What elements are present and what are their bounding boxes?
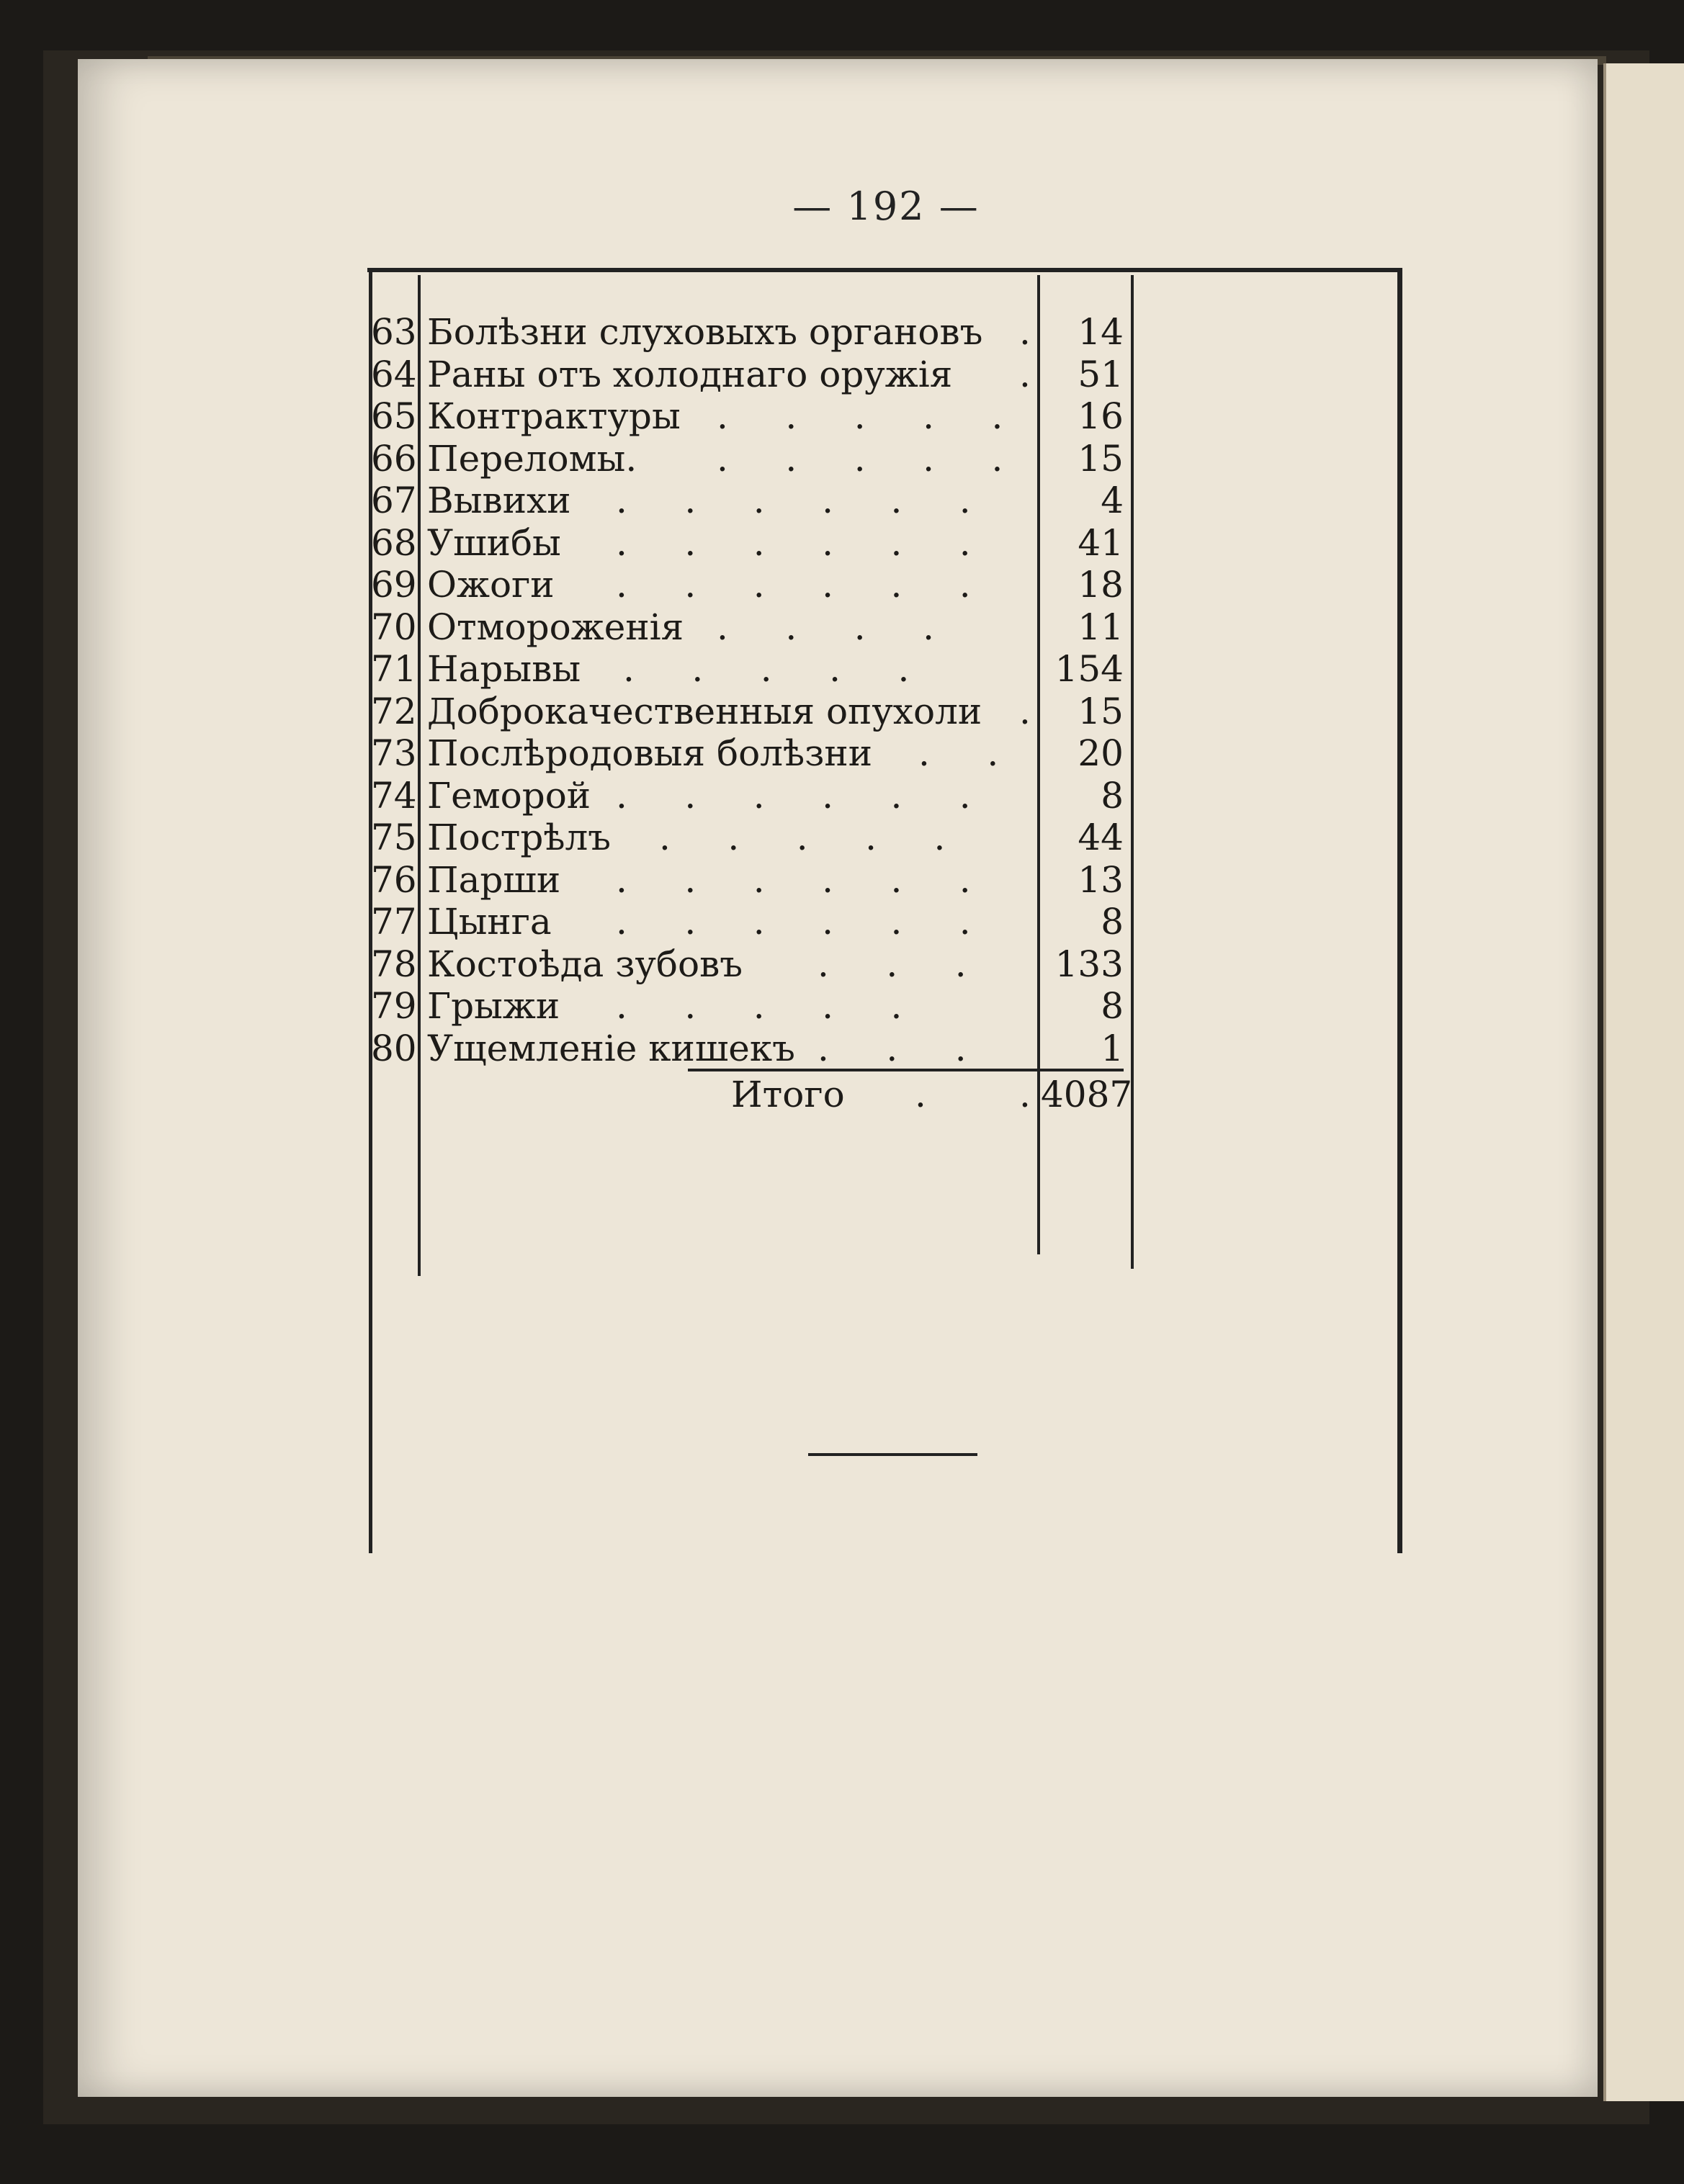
row-number: 67	[371, 480, 417, 521]
row-dots: . . .	[818, 1027, 967, 1069]
row-label: Парши	[427, 858, 561, 901]
row-number: 74	[371, 774, 417, 817]
table-row	[371, 817, 1134, 859]
table-row	[371, 606, 1134, 649]
row-label: Цынга	[427, 901, 552, 943]
row-number: 79	[371, 985, 417, 1027]
row-value: 11	[1078, 606, 1124, 648]
row-dots: . . . . .	[616, 985, 903, 1027]
end-rule	[808, 1453, 977, 1456]
total-rule	[688, 1069, 1062, 1071]
row-label: Вывихи	[427, 480, 571, 521]
row-number: 78	[371, 943, 417, 985]
row-dots: . . .	[818, 943, 967, 985]
row-number: 76	[371, 858, 417, 901]
row-dots: . .	[918, 732, 999, 774]
row-number: 69	[371, 564, 417, 606]
row-label: Послѣродовыя болѣзни	[427, 732, 873, 774]
table-row	[371, 985, 1134, 1028]
row-value: 41	[1078, 521, 1124, 564]
row-label: Ожоги	[427, 564, 555, 606]
row-dots: . . . . .	[623, 648, 910, 690]
row-label: Грыжи	[427, 985, 560, 1027]
row-value: 154	[1054, 648, 1124, 690]
row-number: 70	[371, 606, 417, 648]
table-row	[371, 901, 1134, 943]
row-label: Пострѣлъ	[427, 817, 612, 858]
row-dots: . . . . . .	[616, 774, 971, 817]
table-row	[371, 311, 1134, 354]
row-label: Ушибы	[427, 521, 561, 564]
table-row	[371, 480, 1134, 522]
row-label: Переломы.	[427, 437, 637, 480]
row-value: 14	[1078, 311, 1124, 353]
total-dot: .	[1019, 1074, 1031, 1115]
row-value: 15	[1078, 437, 1124, 480]
page-number: — 192 —	[792, 184, 980, 229]
table-row	[371, 438, 1134, 480]
table-row	[371, 691, 1134, 733]
row-value: 18	[1078, 564, 1124, 606]
table-row	[371, 732, 1134, 775]
row-dots: . . . . .	[717, 395, 1003, 437]
row-value: 8	[1101, 901, 1124, 943]
table-row	[371, 395, 1134, 438]
row-value: 51	[1078, 353, 1124, 395]
row-label: Геморой	[427, 774, 591, 817]
row-dots: . . . . . .	[616, 901, 971, 943]
row-dots: . . . . . .	[616, 858, 971, 901]
row-label: Болѣзни слуховыхъ органовъ	[427, 311, 983, 353]
row-value: 4	[1101, 480, 1124, 521]
row-label: Раны отъ холоднаго оружія	[427, 353, 953, 395]
table-row	[371, 522, 1134, 565]
row-dots: . . . . . .	[616, 564, 971, 606]
table-row	[371, 859, 1134, 902]
next-page-edge	[1603, 63, 1684, 2101]
row-dots: .	[1019, 311, 1031, 353]
row-label: Контрактуры	[427, 395, 681, 437]
row-dots: . . . . . .	[616, 521, 971, 564]
row-dots: . . . .	[717, 606, 934, 648]
row-number: 75	[371, 817, 417, 858]
row-value: 13	[1078, 858, 1124, 901]
table-row	[371, 775, 1134, 817]
total-value: 4087	[1041, 1074, 1133, 1115]
row-dots: . . . . . .	[616, 480, 971, 521]
total-dot: .	[915, 1074, 926, 1115]
row-number: 72	[371, 690, 417, 732]
total-row	[371, 1073, 1134, 1116]
row-value: 15	[1078, 690, 1124, 732]
table-right-border	[1397, 268, 1402, 1553]
total-label: Итого	[731, 1074, 845, 1115]
row-number: 64	[371, 353, 417, 395]
row-value: 133	[1054, 943, 1124, 985]
table-row	[371, 648, 1134, 691]
row-number: 77	[371, 901, 417, 943]
row-label: Доброкачественныя опухоли	[427, 690, 982, 732]
row-label: Костоѣда зубовъ	[427, 943, 743, 985]
row-dots: .	[1019, 690, 1031, 732]
row-number: 80	[371, 1027, 417, 1069]
row-dots: . . . . .	[717, 437, 1003, 480]
row-value: 20	[1078, 732, 1124, 774]
row-label: Ущемленіе кишекъ	[427, 1027, 795, 1069]
total-value-rule	[1041, 1069, 1124, 1071]
row-value: 8	[1101, 985, 1124, 1027]
table-row	[371, 943, 1134, 986]
row-number: 65	[371, 395, 417, 437]
row-value: 8	[1101, 774, 1124, 817]
row-value: 16	[1078, 395, 1124, 437]
row-number: 66	[371, 437, 417, 480]
row-value: 1	[1101, 1027, 1124, 1069]
row-dots: . . . . .	[659, 817, 946, 858]
row-number: 63	[371, 311, 417, 353]
row-label: Отмороженія	[427, 606, 684, 648]
row-number: 68	[371, 521, 417, 564]
table-row	[371, 354, 1134, 396]
table-row	[371, 1028, 1134, 1070]
table-top-rule	[367, 268, 1401, 272]
row-number: 71	[371, 648, 417, 690]
row-number: 73	[371, 732, 417, 774]
table-row	[371, 564, 1134, 606]
row-label: Нарывы	[427, 648, 581, 690]
table-body	[371, 311, 1134, 1069]
row-dots: .	[1019, 353, 1031, 395]
row-value: 44	[1078, 817, 1124, 858]
